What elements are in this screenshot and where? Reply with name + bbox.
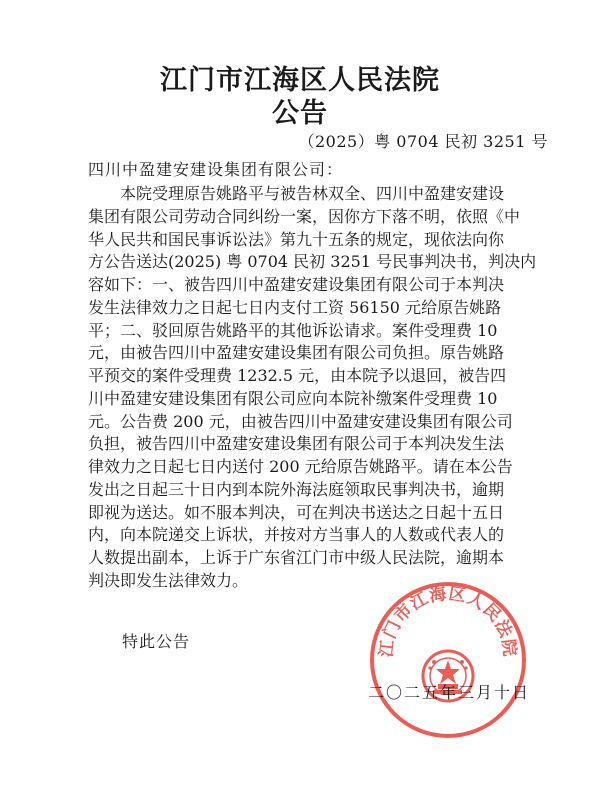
body-line: 发出之日起三十日内到本院外海法庭领取民事判决书，逾期 <box>88 479 505 499</box>
body-line: 华人民共和国民事诉讼法》第九十五条的规定，现依法向你 <box>88 229 505 249</box>
notice-body <box>88 183 537 593</box>
body-line: 平预交的案件受理费 1232.5 元，由本院予以退回，被告四 <box>88 366 507 385</box>
body-line: 负担，被告四川中盈建安建设集团有限公司于本判决发生法 <box>88 434 505 454</box>
body-line: 发生法律效力之日起七日内支付工资 56150 元给原告姚路 <box>88 297 502 317</box>
closing-phrase: 特此公告 <box>122 632 191 651</box>
addressee: 四川中盈建安建设集团有限公司： <box>88 160 344 179</box>
issue-date: 二〇二五年三月十日 <box>368 683 531 702</box>
court-name: 江门市江海区人民法院 <box>160 65 440 96</box>
court-seal <box>368 580 531 740</box>
body-line: 即视为送达。如不服本判决，可在判决书送达之日起十五日 <box>88 502 505 522</box>
case-number: （2025）粤 0704 民初 3251 号 <box>298 132 548 151</box>
body-line: 平；二、驳回原告姚路平的其他诉讼请求。案件受理费 10 <box>88 320 498 340</box>
document-type: 公告 <box>272 98 328 129</box>
body-line: 人数提出副本，上诉于广东省江门市中级人民法院，逾期本 <box>88 548 505 567</box>
body-line: 集团有限公司劳动合同纠纷一案，因你方下落不明，依照《中 <box>88 206 521 226</box>
body-line: 元，由被告四川中盈建安建设集团有限公司负担。原告姚路 <box>88 343 505 363</box>
seal-text: 江门市江海区人民法院 <box>376 583 520 659</box>
body-line: 律效力之日起七日内送付 200 元给原告姚路平。请在本公告 <box>88 457 513 476</box>
body-line: 内，向本院递交上诉状，并按对方当事人的人数或代表人的 <box>88 525 505 545</box>
body-line: 容如下：一、被告四川中盈建安建设集团有限公司于本判决 <box>88 275 505 294</box>
body-line: 方公告送达(2025) 粤 0704 民初 3251 号民事判决书，判决内 <box>88 252 537 272</box>
body-line: 川中盈建安建设集团有限公司应向本院补缴案件受理费 10 <box>88 388 498 408</box>
body-line: 判决即发生法律效力。 <box>88 570 249 590</box>
body-line: 元。公告费 200 元，由被告四川中盈建安建设集团有限公司 <box>88 411 513 431</box>
body-line: 本院受理原告姚路平与被告林双全、四川中盈建安建设 <box>120 184 505 203</box>
